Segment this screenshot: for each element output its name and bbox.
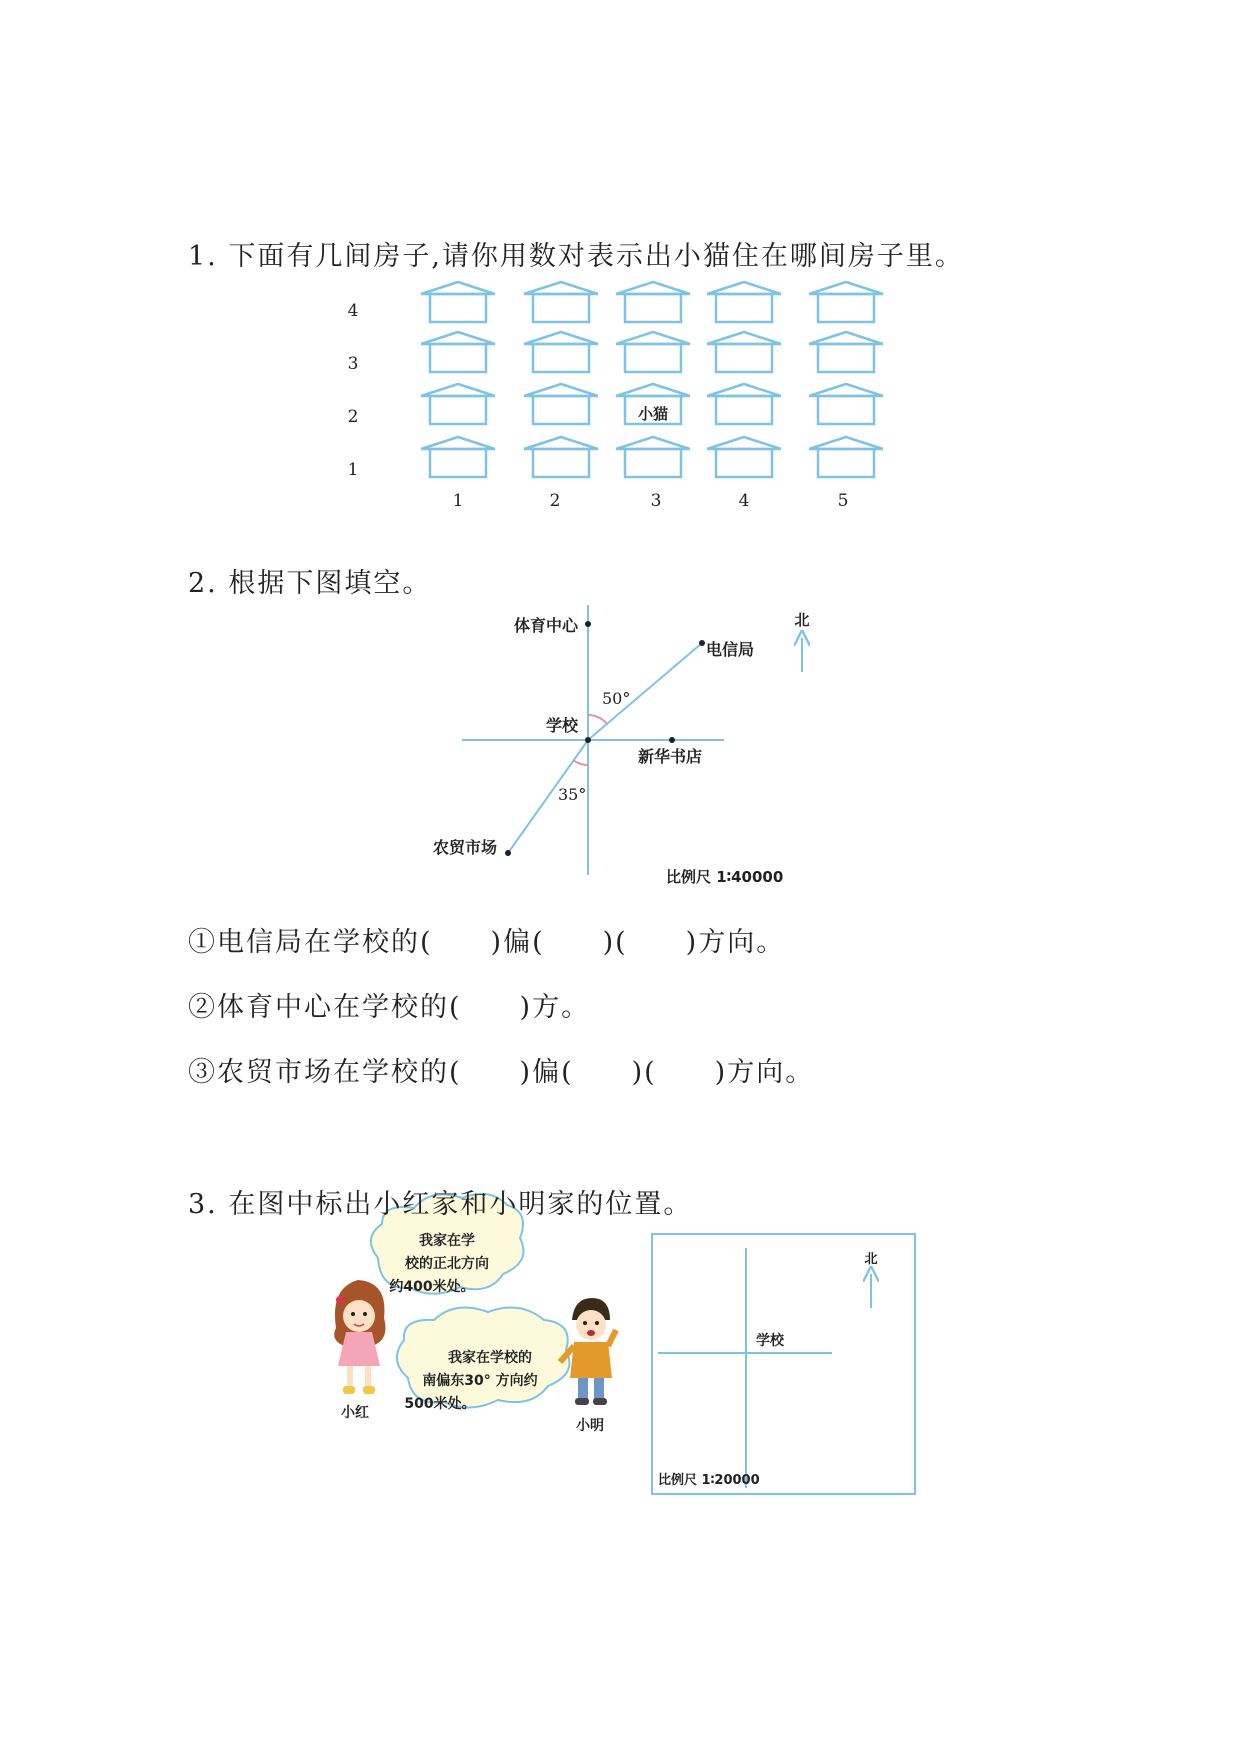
angle-35-label: 35° [558, 785, 587, 804]
xiaohong-bubble-line-2: 校的正北方向 [405, 1256, 489, 1272]
question-1-title: 1. 下面有几间房子,请你用数对表示出小猫住在哪间房子里。 [188, 241, 964, 272]
row-label-4: 4 [347, 301, 359, 321]
angle-arc-50 [588, 715, 607, 724]
north-label: 北 [794, 611, 810, 629]
col-label-5: 5 [837, 491, 849, 511]
telecom-dot [699, 640, 705, 646]
sports-center-label: 体育中心 [513, 616, 578, 635]
question-2-title: 2. 根据下图填空。 [188, 568, 432, 599]
market-label: 农贸市场 [432, 838, 497, 857]
sports-center-dot [585, 621, 591, 627]
school-dot [585, 737, 591, 743]
q3-scale-label: 比例尺 1∶20000 [658, 1473, 760, 1488]
xiaohong-bubble-line-3: 约400米处。 [389, 1279, 475, 1295]
telecom-label: 电信局 [706, 640, 755, 659]
cat-label: 小猫 [637, 405, 669, 423]
blank-line-1: ①电信局在学校的( )偏( )( )方向。 [188, 927, 786, 958]
q3-map [652, 1234, 915, 1494]
bookstore-label: 新华书店 [638, 747, 703, 766]
bookstore-dot [669, 737, 675, 743]
blank-line-3: ③农贸市场在学校的( )偏( )( )方向。 [188, 1057, 815, 1088]
angle-50-label: 50° [602, 689, 631, 708]
q3-map-frame [652, 1234, 915, 1494]
row-label-2: 2 [347, 407, 359, 427]
row-label-1: 1 [347, 460, 359, 480]
q3-north-label: 北 [864, 1252, 878, 1267]
xiaoming-name: 小明 [576, 1418, 604, 1434]
xiaohong-bubble-line-1: 我家在学 [419, 1233, 475, 1249]
house-row-3 [421, 332, 883, 372]
col-label-2: 2 [549, 491, 561, 511]
row-label-3: 3 [347, 354, 359, 374]
col-label-4: 4 [738, 491, 750, 511]
col-label-3: 3 [650, 491, 662, 511]
xiaohong-name: 小红 [341, 1405, 369, 1421]
xiaohong-figure [334, 1280, 385, 1394]
blank-line-2: ②体育中心在学校的( )方。 [188, 992, 591, 1023]
question-3-title: 3. 在图中标出小红家和小明家的位置。 [188, 1189, 693, 1220]
xiaoming-bubble-line-1: 我家在学校的 [448, 1350, 532, 1366]
house-row-1 [421, 437, 883, 477]
angle-arc-35 [573, 760, 588, 765]
scale-label: 比例尺 1∶40000 [666, 868, 784, 886]
school-label: 学校 [545, 716, 578, 735]
xiaoming-figure [560, 1298, 616, 1405]
house-row-4 [421, 282, 883, 322]
q3-school-label: 学校 [756, 1333, 784, 1349]
market-dot [505, 850, 511, 856]
xiaoming-bubble-line-2: 南偏东30° 方向约 [422, 1373, 538, 1389]
xiaoming-bubble-line-3: 500米处。 [404, 1396, 476, 1412]
col-label-1: 1 [452, 491, 464, 511]
